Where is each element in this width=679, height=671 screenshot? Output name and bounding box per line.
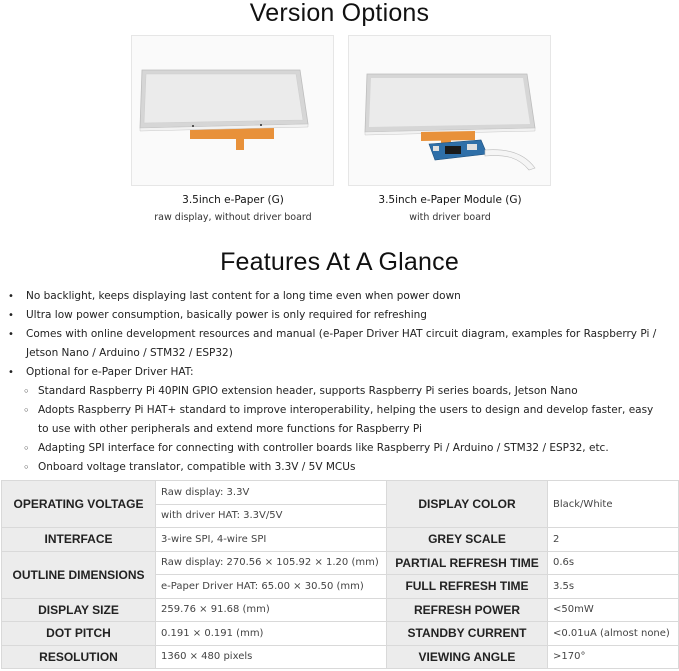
spec-value: <50mW bbox=[548, 598, 679, 622]
product-image-driver-board bbox=[348, 35, 551, 186]
spec-value: 2 bbox=[548, 528, 679, 552]
features-title: Features At A Glance bbox=[220, 248, 459, 276]
spec-label: OUTLINE DIMENSIONS bbox=[2, 551, 156, 598]
feature-item: • Comes with online development resources and manual (e-Paper Driver HAT circuit diagram, examples for Raspberry Pi / bbox=[0, 325, 679, 344]
spec-label: OPERATING VOLTAGE bbox=[2, 481, 156, 528]
spec-value: 1360 × 480 pixels bbox=[156, 645, 387, 669]
spec-label: FULL REFRESH TIME bbox=[387, 575, 548, 599]
table-row bbox=[2, 645, 679, 669]
feature-item: • Optional for e-Paper Driver HAT: bbox=[0, 363, 679, 382]
feature-subitem: ◦ Standard Raspberry Pi 40PIN GPIO extension header, supports Raspberry Pi series boards, Jetson Nano bbox=[0, 382, 679, 401]
spec-label: REFRESH POWER bbox=[387, 598, 548, 622]
version-caption-module bbox=[320, 194, 580, 223]
table-row bbox=[2, 528, 679, 552]
spec-value: 3-wire SPI, 4-wire SPI bbox=[156, 528, 387, 552]
spec-label: VIEWING ANGLE bbox=[387, 645, 548, 669]
spec-value: Raw display: 3.3V bbox=[156, 481, 387, 505]
spec-label: GREY SCALE bbox=[387, 528, 548, 552]
feature-item: • Ultra low power consumption, basically power is only required for refreshing bbox=[0, 306, 679, 325]
table-row bbox=[2, 481, 679, 505]
spec-value: 0.191 × 0.191 (mm) bbox=[156, 622, 387, 646]
feature-item-continuation: Jetson Nano / Arduino / STM32 / ESP32) bbox=[26, 347, 233, 359]
version-options-title: Version Options bbox=[249, 0, 430, 27]
version-description: raw display, without driver board bbox=[154, 212, 312, 223]
feature-item: • No backlight, keeps displaying last content for a long time even when power down bbox=[0, 287, 679, 306]
spec-label: DISPLAY SIZE bbox=[2, 598, 156, 622]
spec-value: e-Paper Driver HAT: 65.00 × 30.50 (mm) bbox=[156, 575, 387, 599]
table-row bbox=[2, 551, 679, 575]
version-description: with driver board bbox=[409, 212, 491, 223]
spec-value: <0.01uA (almost none) bbox=[548, 622, 679, 646]
e-paper-raw-illustration bbox=[132, 36, 333, 185]
specification-table bbox=[1, 480, 679, 669]
spec-label: STANDBY CURRENT bbox=[387, 622, 548, 646]
feature-subitem: ◦ Adapting SPI interface for connecting with controller boards like Raspberry Pi / Arduino / STM32 / ESP32, etc. bbox=[0, 439, 679, 458]
feature-subitem-continuation: to use with other peripherals and extend more functions for Raspberry Pi bbox=[38, 423, 422, 435]
spec-value: Black/White bbox=[548, 481, 679, 528]
feature-subitem: ◦ Onboard voltage translator, compatible with 3.3V / 5V MCUs bbox=[0, 458, 679, 477]
spec-value: 0.6s bbox=[548, 551, 679, 575]
spec-value: with driver HAT: 3.3V/5V bbox=[156, 504, 387, 528]
feature-subitem: ◦ Adopts Raspberry Pi HAT+ standard to improve interoperability, helping the users to design and develop faster, easy bbox=[0, 401, 679, 420]
spec-value: Raw display: 270.56 × 105.92 × 1.20 (mm) bbox=[156, 551, 387, 575]
table-row bbox=[2, 622, 679, 646]
version-name: 3.5inch e-Paper (G) bbox=[182, 194, 284, 206]
spec-value: 3.5s bbox=[548, 575, 679, 599]
version-name: 3.5inch e-Paper Module (G) bbox=[378, 194, 522, 206]
spec-label: DISPLAY COLOR bbox=[387, 481, 548, 528]
spec-value: 259.76 × 91.68 (mm) bbox=[156, 598, 387, 622]
feature-list bbox=[0, 287, 679, 477]
spec-value: >170° bbox=[548, 645, 679, 669]
table-row bbox=[2, 598, 679, 622]
product-image-raw-display bbox=[131, 35, 334, 186]
e-paper-module-illustration bbox=[349, 36, 550, 185]
spec-label: INTERFACE bbox=[2, 528, 156, 552]
spec-label: DOT PITCH bbox=[2, 622, 156, 646]
spec-label: RESOLUTION bbox=[2, 645, 156, 669]
spec-label: PARTIAL REFRESH TIME bbox=[387, 551, 548, 575]
